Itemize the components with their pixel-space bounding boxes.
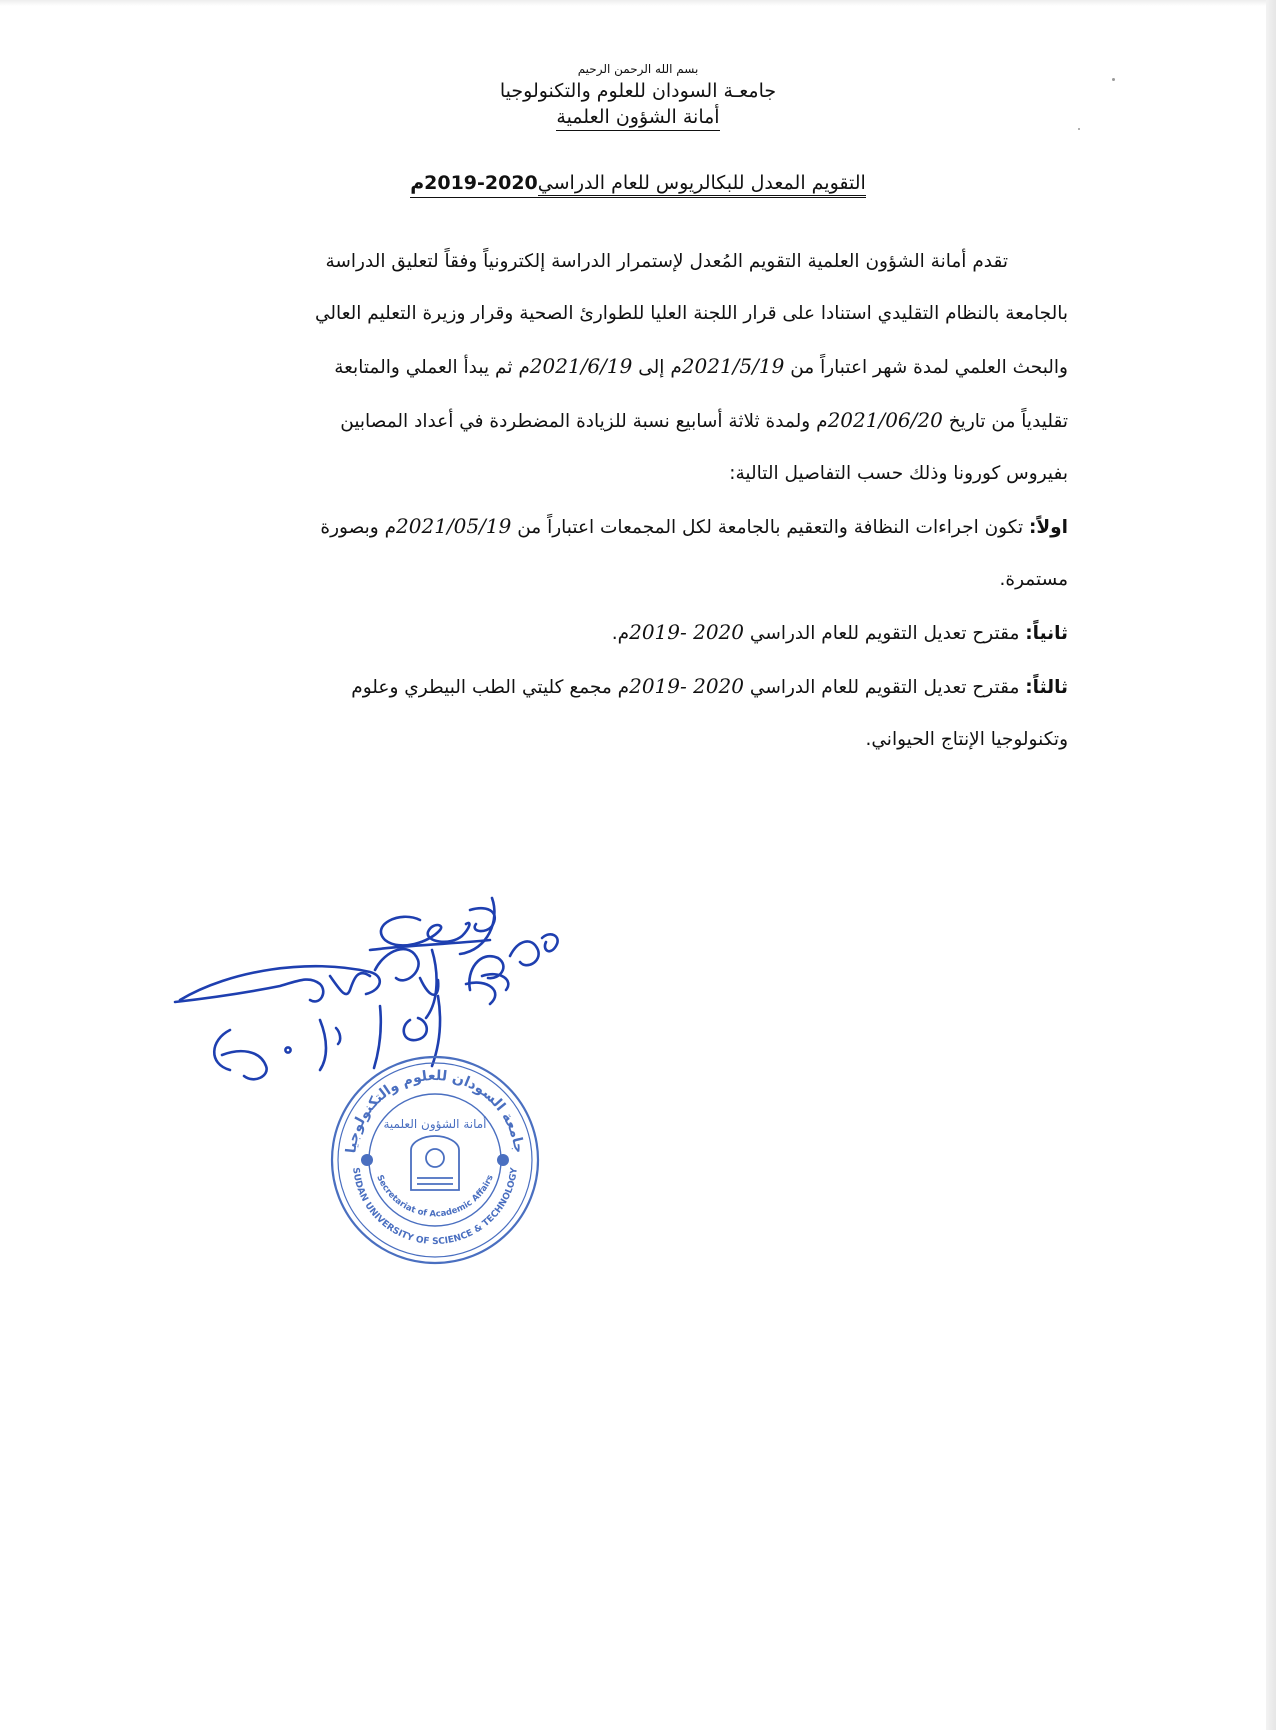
item-second-rest: م. — [611, 623, 630, 644]
item-second-years: 2019- 2020 — [629, 620, 745, 644]
intro-line-4 — [200, 394, 1068, 448]
item-third-label: ثالثاً: — [1025, 677, 1068, 698]
intro-line-4-rest: م ولمدة ثلاثة أسابيع نسبة للزيادة المضطردة في أعداد المصابين — [340, 411, 828, 432]
university-name: جامعـة السودان للعلوم والتكنولوجيا — [499, 80, 777, 102]
scan-right-edge — [1266, 0, 1276, 1730]
official-stamp — [325, 1050, 545, 1270]
item-third-rest: م مجمع كليتي الطب البيطري وعلوم — [351, 677, 630, 698]
intro-line-3-to: م إلى — [632, 357, 682, 378]
intro-line-3 — [200, 340, 1068, 394]
item-second-label: ثانياً: — [1025, 623, 1068, 644]
stamp-english-inner: Secretariat of Academic Affairs — [374, 1173, 496, 1220]
item-first-rest: م وبصورة — [320, 517, 397, 538]
stamp-arabic-top: جامعة السودان للعلوم والتكنولوجيا — [343, 1067, 527, 1155]
item-first — [200, 500, 1068, 554]
item-first-cont: مستمرة. — [999, 569, 1068, 590]
intro-line-3-rest: م ثم يبدأ العملي والمتابعة — [334, 357, 530, 378]
item-first-label: اولاً: — [1028, 517, 1068, 538]
intro-line-5: بفيروس كورونا وذلك حسب التفاصيل التالية: — [729, 463, 1068, 484]
svg-text:Secretariat of Academic Affair — [374, 1174, 496, 1220]
date-start: 2021/5/19 — [681, 354, 785, 378]
item-third-cont: وتكنولوجيا الإنتاج الحيواني. — [865, 729, 1068, 750]
basmala: بسم الله الرحمن الرحيم — [577, 62, 699, 76]
intro-line-1: تقدم أمانة الشؤون العلمية التقويم المُعدل لإستمرار الدراسة إلكترونياً وفقاً لتعليق الدراسة — [325, 251, 1008, 272]
document-title — [0, 172, 1276, 198]
title-text: التقويم المعدل للبكالريوس للعام الدراسي — [537, 172, 866, 194]
item-third — [200, 660, 1068, 714]
title-suffix: م — [410, 172, 425, 194]
item-third-text: مقترح تعديل التقويم للعام الدراسي — [744, 677, 1026, 698]
item-first-date: 2021/05/19 — [396, 514, 512, 538]
item-third-years: 2019- 2020 — [629, 674, 745, 698]
item-first-text: تكون اجراءات النظافة والتعقيم بالجامعة لكل المجمعات اعتباراً من — [511, 517, 1029, 538]
intro-line-2: بالجامعة بالنظام التقليدي استنادا على قرار اللجنة العليا للطوارئ الصحية وقرار وزيرة التعليم العالي — [315, 303, 1068, 324]
intro-line-4-text: تقليدياً من تاريخ — [942, 411, 1068, 432]
scan-top-edge — [0, 0, 1276, 6]
date-practical: 2021/06/20 — [827, 408, 943, 432]
date-end: 2021/6/19 — [529, 354, 633, 378]
stamp-arabic-mid: أمانة الشؤون العلمية — [383, 1117, 487, 1131]
item-second — [200, 606, 1068, 660]
letterhead — [0, 60, 1276, 131]
item-second-text: مقترح تعديل التقويم للعام الدراسي — [744, 623, 1026, 644]
secretariat-name: أمانة الشؤون العلمية — [556, 104, 719, 131]
letter-body — [200, 236, 1068, 766]
intro-line-3-text: والبحث العلمي لمدة شهر اعتباراً من — [784, 357, 1068, 378]
title-years: 2019-2020 — [424, 172, 538, 194]
stamp-english-outer: SUDAN UNIVERSITY OF SCIENCE & TECHNOLOGY — [350, 1167, 520, 1248]
